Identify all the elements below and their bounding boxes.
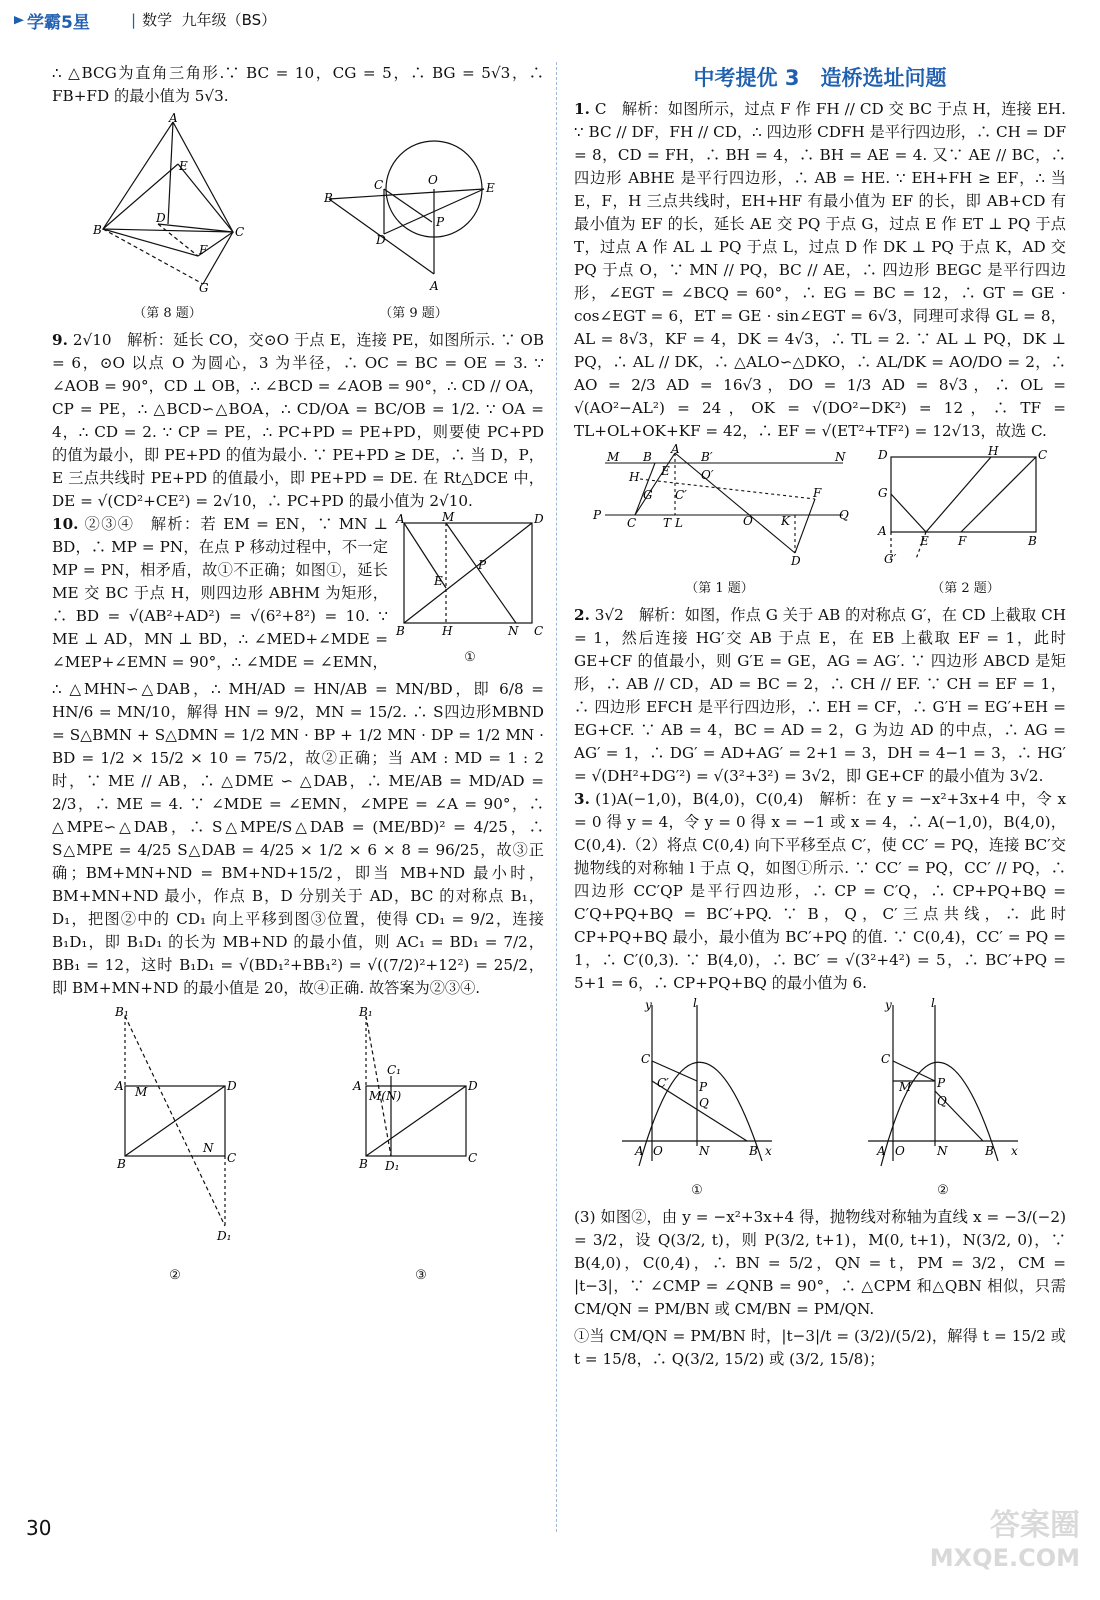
figure-1-caption: （第 1 题） [685,581,754,596]
svg-text:D: D [375,233,386,247]
figure-10-1 [396,510,544,674]
figure-1-diagram [585,442,855,569]
svg-text:M: M [899,1080,912,1094]
svg-text:F: F [198,243,207,257]
q10-number: 10. [52,515,79,533]
figure-3-1-caption: ① [691,1183,703,1198]
header-subtitle: | 数学 九年级（BS） [131,11,277,29]
q2-number: 2. [574,606,590,624]
figure-10-1-caption: ① [464,650,476,665]
svg-text:y: y [885,998,892,1012]
svg-text:E: E [919,534,929,548]
q9-solution [52,329,544,513]
figures-8-9 [52,111,544,325]
svg-text:C′: C′ [674,488,687,502]
svg-text:O: O [895,1144,905,1158]
figure-9-diagram [324,144,504,294]
q3-solution-b: (3) 如图②，由 y = −x²+3x+4 得，抛物线对称轴为直线 x = −3/(−2) = 3/2，设 Q(3/2, t)，则 P(3/2, t+1)，M(0, t+1)，N(3/2, 0)，∵ B(4,0)，C(0,4)，∴ BN = 5/2，QN = t，PM = 3/2，CM = |t−3|，∵ ∠CMP = ∠QNB = 90°，∴ △CPM 和△QBN 相似，只需 CM/QN = PM/BN 或 CM/BN = PM/QN. [574,1208,1066,1318]
svg-text:B: B [359,1157,368,1171]
svg-text:H: H [987,444,998,458]
svg-text:N: N [203,1141,214,1155]
svg-text:A: A [670,442,680,456]
figure-10-3-caption: ③ [415,1268,427,1283]
svg-text:C: C [626,516,636,530]
svg-text:B: B [749,1144,758,1158]
svg-text:O: O [653,1144,663,1158]
figure-2 [876,444,1056,600]
svg-text:M: M [606,450,619,464]
figure-8 [92,111,244,325]
svg-text:P: P [435,215,444,229]
svg-text:P: P [592,508,601,522]
svg-text:y: y [645,998,652,1012]
svg-text:D: D [155,211,166,225]
svg-text:E: E [485,181,495,195]
svg-text:A: A [115,1079,124,1093]
q8-conclusion: ∴ △BCG为直角三角形.∵ BC = 10，CG = 5，∴ BG = 5√3，∴ FB+FD 的最小值为 5√3. [52,64,544,105]
svg-text:H: H [628,470,639,484]
figure-2-caption: （第 2 题） [931,581,1000,596]
svg-text:C: C [373,178,383,192]
figure-10-1-diagram [396,510,544,638]
svg-text:A: A [877,524,887,538]
q10-text-a: ②③④ 解析：若 EM = EN，∵ MN ⊥ BD，∴ MP = PN，在点 P 移动过程中，不一定 MP = PN，相矛盾，故①不正确；如图①，延长 ME 交 BC 于点 H，则四边形 ABHM 为矩形，∴ BD = √(AB²+AD²) = √(6²+8²) = 10. ∵ ME ⊥ AD，MN ⊥ BD，∴ ∠MED+∠MDE = ∠MEP+∠EMN = 90°，∴ ∠MDE = ∠EMN， [52,515,389,671]
figure-3-1 [617,996,777,1202]
q1-solution [574,98,1066,443]
svg-text:D₁: D₁ [217,1229,232,1243]
header-grade: 九年级（BS） [181,11,277,29]
figure-10-3-diagram [351,1006,491,1256]
svg-text:C: C [227,1151,237,1165]
watermark-line2: MXQE.COM [929,1544,1080,1572]
svg-text:M: M [135,1085,148,1099]
figures-3 [574,996,1066,1202]
q9-text: 2√10 解析：延长 CO，交⊙O 于点 E，连接 PE，如图所示. ∵ OB = 6，⊙O 以点 O 为圆心，3 为半径，∴ OC = BC = OE = 3. ∵ ∠AOB = 90°，CD ⊥ OB，∴ ∠BCD = ∠AOB = 90°，∴ CD // OA，CP = PE，∴ △BCD∽△BOA，∴ CD/OA = BC/OB = 1/2. ∵ OA = 4，∴ CD = 2. ∵ CP = PE，∴ PC+PD = PE+PD，则要使 PC+PD 的值为最小，即 PE+PD 的值为最小. ∵ PE+PD ≥ DE，∴ 当 D，P，E 三点共线时 PE+PD 的值最小，即 PE+PD = DE. 在 Rt△DCE 中，DE = √(CD²+CE²) = 2√10，∴ PC+PD 的最小值为 2√10. [52,331,545,510]
svg-text:C₁: C₁ [387,1063,401,1077]
svg-text:l: l [931,996,935,1010]
svg-text:x: x [765,1144,772,1158]
svg-text:O′: O′ [700,468,714,482]
figures-1-2 [574,442,1066,600]
figure-9-caption: （第 9 题） [379,306,448,321]
svg-text:T: T [662,516,671,530]
svg-text:C: C [468,1151,478,1165]
svg-text:C: C [1037,448,1047,462]
figure-10-2 [105,1006,245,1287]
svg-text:O: O [742,514,753,528]
column-divider [556,62,557,1532]
svg-text:x: x [1011,1144,1018,1158]
svg-text:D: D [877,448,888,462]
figure-8-diagram [92,111,244,295]
svg-text:B′: B′ [700,450,713,464]
svg-text:F: F [957,534,966,548]
svg-text:A: A [168,111,178,125]
figure-10-3 [351,1006,491,1287]
svg-text:E: E [178,159,188,173]
svg-text:A: A [877,1144,886,1158]
svg-text:K: K [780,514,790,528]
q3-solution-a [574,788,1066,995]
svg-text:A: A [353,1079,362,1093]
svg-text:A: A [396,512,405,526]
svg-text:G: G [198,281,209,295]
svg-text:B: B [117,1157,126,1171]
q2-text: 3√2 解析：如图，作点 G 关于 AB 的对称点 G′，在 CD 上截取 CH = 1，然后连接 HG′交 AB 于点 E，在 EB 上截取 EF = 1，此时 GE+CF 的值最小，则 G′E = GE，AG = AG′. ∵ 四边形 ABCD 是矩形，∴ AB // CD，AD = BC = 2，∴ CH // EF. ∵ CH = EF = 1，∴ 四边形 EFCH 是平行四边形，∴ EH = CF，∴ G′H = EG′+EH = EG+CF. ∵ AB = 4，BC = AD = 2，G 为边 AD 的中点，∴ AG = AG′ = 1，∴ DG′ = AD+AG′ = 2+1 = 3，DH = 4−1 = 3，∴ HG′ = √(DH²+DG′²) = √(3²+3²) = 3√2，即 GE+CF 的最小值为 3√2. [574,606,1066,785]
q10-solution-b: ∴ △MHN∽△DAB，∴ MH/AD = HN/AB = MN/BD，即 6/8 = HN/6 = MN/10，解得 HN = 9/2，MN = 15/2. ∴ S四边形MBND = S△BMN + S△DMN = 1/2 MN · BP + 1/2 MN · DP = 1/2 MN · BD = 1/2 × 15/2 × 10 = 75/2，故②正确；当 AM : MD = 1 : 2 时，∵ ME // AB，∴ △DME ∽ △DAB，∴ ME/AB = MD/AD = 2/3，∴ ME = 4. ∵ ∠MDE = ∠EMN，∠MPE = ∠A = 90°，∴ △MPE∽△DAB，∴ S△MPE/S△DAB = (ME/BD)² = 4/25，∴ S△MPE = 4/25 S△DAB = 4/25 × 1/2 × 6 × 8 = 96/25，故③正确；BM+MN+ND = BM+ND+15/2，即当 MB+ND 最小时，BM+MN+ND 最小，作点 B，D 分别关于 AD，BC 的对称点 B₁，D₁，把图②中的 CD₁ 向上平移到图③位置，使得 CD₁ = 9/2，连接 B₁D₁，即 B₁D₁ 的长为 MB+ND 的最小值，则 AC₁ = BD₁ = 7/2，BB₁ = 12，这时 B₁D₁ = √(BD₁²+BB₁²) = √((7/2)²+12²) = 25/2，即 BM+MN+ND 的最小值是 20，故④正确. 故答案为②③④. [52,680,544,997]
svg-text:B: B [323,191,333,205]
figure-3-1-diagram [617,996,777,1171]
figure-3-2 [863,996,1023,1202]
svg-text:C: C [534,624,544,638]
figure-8-caption: （第 8 题） [133,306,202,321]
section-title: 中考提优 3 造桥选址问题 [693,66,947,90]
figure-10-2-caption: ② [169,1268,181,1283]
q3-text-a: (1)A(−1,0)，B(4,0)，C(0,4) 解析：在 y = −x²+3x+4 中，令 x = 0 得 y = 4，令 y = 0 得 x = −1 或 x = 4，∴ A(−1,0)，B(4,0)，C(0,4).（2）将点 C(0,4) 向下平移至点 C′，使 CC′ = PQ，连接 BC′交抛物线的对称轴 l 于点 Q，如图①所示. ∵ CC′ = PQ，CC′ // PQ，∴ 四边形 CC′QP 是平行四边形，∴ CP = C′Q，∴ CP+PQ+BQ = C′Q+PQ+BQ = BC′+PQ. ∵ B，Q，C′三点共线，∴ 此时 CP+PQ+BQ 最小，最小值为 BC′+PQ 的值. ∵ C(0,4)，CC′ = PQ = 1，∴ C′(0,3). ∵ B(4,0)，∴ BC′ = √(3²+4²) = 5，∴ BC′+PQ = 5+1 = 6，∴ CP+PQ+BQ 的最小值为 6. [574,790,1067,992]
figure-2-diagram [876,444,1056,569]
svg-text:N: N [699,1144,710,1158]
q1-number: 1. [574,100,590,118]
svg-text:D: D [468,1079,478,1093]
svg-text:P: P [478,558,487,572]
figure-1 [585,442,855,600]
svg-text:G′: G′ [883,552,896,566]
left-column [52,62,544,1291]
flag-icon [14,16,24,30]
svg-text:B: B [985,1144,994,1158]
svg-text:P: P [937,1076,946,1090]
figure-3-2-diagram [863,996,1023,1171]
svg-text:O: O [427,173,438,187]
svg-text:B₁: B₁ [359,1005,373,1019]
svg-text:Q: Q [699,1096,709,1110]
brand-logo [14,8,90,33]
svg-text:B: B [1027,534,1037,548]
svg-text:B: B [642,450,652,464]
svg-text:E: E [660,464,670,478]
svg-text:C: C [641,1052,651,1066]
svg-text:G: G [642,488,653,502]
right-column [574,62,1066,1375]
svg-text:C: C [234,225,244,239]
svg-text:D: D [227,1079,237,1093]
svg-text:C′: C′ [657,1076,669,1090]
svg-text:C: C [881,1052,891,1066]
svg-text:M(N): M(N) [369,1089,402,1103]
q1-text: C 解析：如图所示，过点 F 作 FH // CD 交 BC 于点 H，连接 EH. ∵ BC // DF，FH // CD，∴ 四边形 CDFH 是平行四边形，∴ CH = DF = 8，CD = FH，∴ BH = 4，∴ BH = AE = 4. 又∵ AE // BC，∴ 四边形 ABHE 是平行四边形，∴ AB = HE. ∵ EH+FH ≥ EF，∴ 当 E，F，H 三点共线时，EH+HF 有最小值为 EF 的长，即 AB+CD 有最小值为 EF 的长，延长 AE 交 PQ 于点 G，过点 E 作 ET ⊥ PQ 于点 T，过点 A 作 AL ⊥ PQ 于点 L，过点 D 作 DK ⊥ PQ 于点 K，AD 交 PQ 于点 O，∵ MN // PQ，BC // AE，∴ 四边形 BEGC 是平行四边形，∠EGT = ∠BCQ = 60°，∴ EG = BC = 12，∴ GT = GE · cos∠EGT = 6，ET = GE · sin∠EGT = 6√3，同理可求得 GL = 8，AL = 8√3，KF = 4，DK = 4√3，∴ TL = 2. ∵ AL ⊥ PQ，DK ⊥ PQ，∴ AL // DK，∴ △ALO∽△DKO，∴ AL/DK = AO/DO = 2，∴ AO = 2/3 AD = 16√3，DO = 1/3 AD = 8√3，∴ OL = √(AO²−AL²) = 24，OK = √(DO²−DK²) = 12，∴ TF = TL+OL+OK+KF = 42，∴ EF = √(ET²+TF²) = 12√13，故选 C. [574,100,1067,440]
figure-10-2-diagram [105,1006,245,1256]
svg-text:N: N [508,624,519,638]
svg-text:M: M [442,510,455,524]
q9-number: 9. [52,331,68,349]
svg-text:N: N [937,1144,948,1158]
page-number: 30 [26,1516,52,1540]
svg-text:H: H [442,624,453,638]
figure-3-2-caption: ② [937,1183,949,1198]
svg-text:E: E [434,574,443,588]
svg-text:Q: Q [937,1094,947,1108]
q2-solution [574,604,1066,788]
svg-text:N: N [834,450,845,464]
svg-text:l: l [693,996,697,1010]
svg-text:P: P [699,1080,708,1094]
svg-text:B: B [396,624,405,638]
brand-name: 学霸5星 [27,13,90,33]
svg-text:F: F [812,486,821,500]
watermark [930,1510,1080,1574]
page-header [0,0,1100,40]
q10-solution-a [52,513,388,674]
svg-text:G: G [877,486,888,500]
watermark-line1: 答案圈 [990,1508,1080,1543]
q10-block [52,510,544,674]
svg-text:A: A [635,1144,644,1158]
figures-10-2-3 [52,1006,544,1287]
svg-text:B₁: B₁ [115,1005,129,1019]
q3-number: 3. [574,790,590,808]
svg-text:D₁: D₁ [385,1159,400,1173]
svg-text:L: L [674,516,683,530]
header-subject: 数学 [142,11,173,29]
svg-text:D: D [790,554,801,568]
svg-text:B: B [92,223,102,237]
svg-text:Q: Q [838,508,849,522]
q3-solution-c: ①当 CM/QN = PM/BN 时，|t−3|/t = (3/2)/(5/2)，解得 t = 15/2 或 t = 15/8，∴ Q(3/2, 15/2) 或 (3/2, 15/8)； [574,1327,1066,1368]
figure-9 [324,144,504,325]
svg-text:A: A [429,279,439,293]
svg-text:D: D [534,512,544,526]
